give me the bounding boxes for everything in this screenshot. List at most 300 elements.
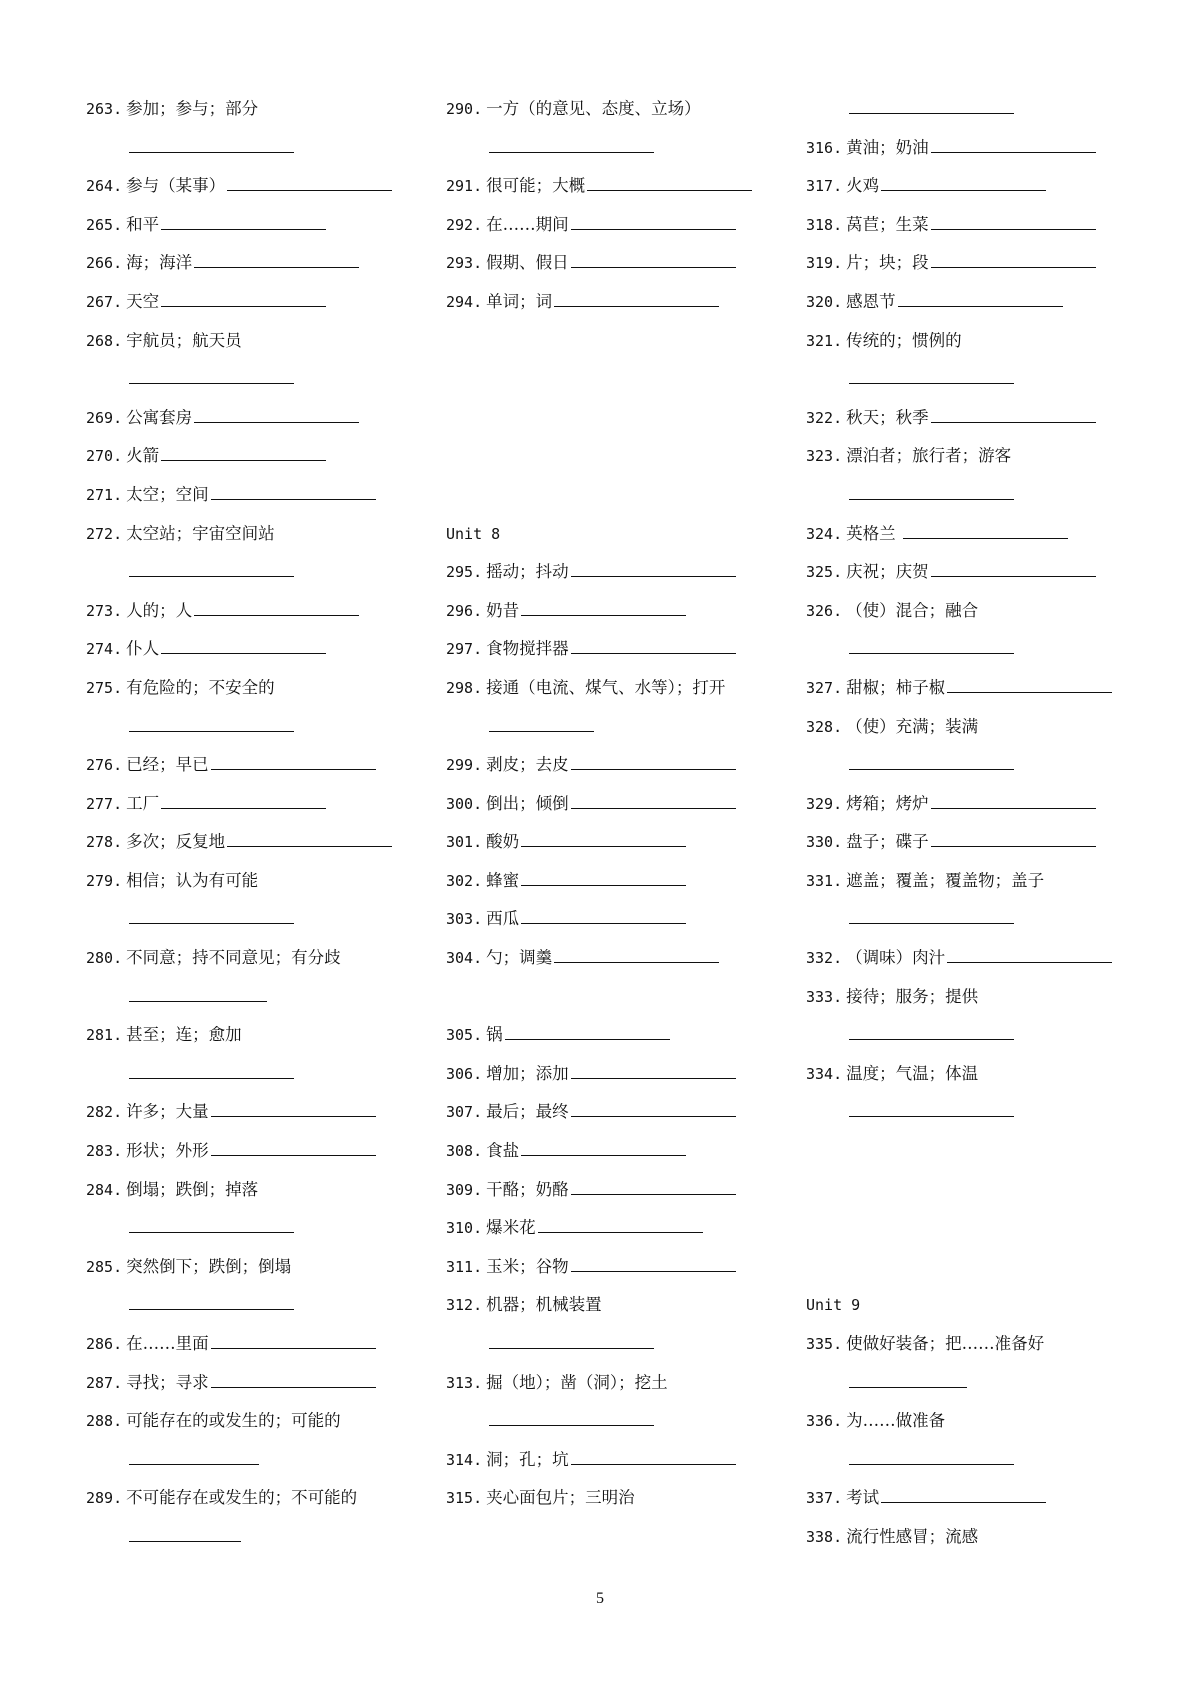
vocab-entry xyxy=(446,900,786,939)
answer-blank[interactable] xyxy=(129,713,294,732)
entry-meaning: 温度；气温；体温 xyxy=(846,1063,979,1083)
answer-blank[interactable] xyxy=(931,828,1096,847)
entry-meaning: 片；块；段 xyxy=(846,253,929,273)
answer-blank[interactable] xyxy=(571,751,736,770)
vocab-entry xyxy=(806,322,1166,361)
entry-meaning: 奶昔 xyxy=(486,600,520,620)
entry-meaning: 黄油；奶油 xyxy=(846,137,929,157)
answer-blank[interactable] xyxy=(211,1369,376,1388)
entry-meaning: （使）充满；装满 xyxy=(846,716,979,736)
vocab-entry xyxy=(446,206,786,245)
entry-number: 332. xyxy=(806,949,843,968)
entry-number: 294. xyxy=(446,292,483,311)
answer-blank[interactable] xyxy=(931,211,1096,230)
answer-blank[interactable] xyxy=(194,597,359,616)
entry-number: 336. xyxy=(806,1412,843,1431)
entry-meaning: 公寓套房 xyxy=(126,407,193,427)
vocab-entry xyxy=(86,1016,426,1055)
answer-blank[interactable] xyxy=(194,249,359,268)
answer-blank[interactable] xyxy=(129,1446,259,1465)
vocab-entry xyxy=(86,939,426,978)
answer-blank[interactable] xyxy=(129,365,294,384)
vocab-entry xyxy=(806,244,1166,283)
entry-meaning: 许多；大量 xyxy=(126,1102,209,1122)
entry-number: 265. xyxy=(86,215,123,234)
entry-meaning: 机器；机械装置 xyxy=(486,1295,602,1315)
vocab-entry xyxy=(86,669,426,708)
answer-blank[interactable] xyxy=(571,211,736,230)
entry-number: 270. xyxy=(86,447,123,466)
entry-meaning: 遮盖；覆盖；覆盖物；盖子 xyxy=(846,870,1045,890)
entry-number: 314. xyxy=(446,1450,483,1469)
entry-meaning: 多次；反复地 xyxy=(126,832,226,852)
answer-blank[interactable] xyxy=(881,1484,1046,1503)
answer-blank[interactable] xyxy=(571,1060,736,1079)
unit-heading xyxy=(446,515,786,554)
entry-number: 271. xyxy=(86,485,123,504)
answer-blank[interactable] xyxy=(931,790,1096,809)
entry-number: 317. xyxy=(806,177,843,196)
entry-number: 301. xyxy=(446,833,483,852)
vocab-entry xyxy=(806,1055,1166,1094)
entry-number: 275. xyxy=(86,678,123,697)
entry-number: 330. xyxy=(806,833,843,852)
entry-meaning: 不同意；持不同意见；有分歧 xyxy=(126,948,341,968)
answer-blank[interactable] xyxy=(129,558,294,577)
column-1 xyxy=(86,90,426,1557)
answer-line-row xyxy=(806,900,1166,939)
vocab-entry xyxy=(86,1093,426,1132)
vocab-entry xyxy=(806,708,1166,747)
spacer-row xyxy=(446,399,786,438)
entry-meaning: 天空 xyxy=(126,291,160,311)
entry-number: 280. xyxy=(86,949,123,968)
entry-meaning: 工厂 xyxy=(126,793,160,813)
vocab-entry xyxy=(806,1402,1166,1441)
answer-line-row xyxy=(806,1016,1166,1055)
entry-number: 312. xyxy=(446,1296,483,1315)
answer-blank[interactable] xyxy=(947,944,1112,963)
answer-blank[interactable] xyxy=(571,249,736,268)
answer-blank[interactable] xyxy=(554,288,719,307)
entry-number: 298. xyxy=(446,678,483,697)
entry-meaning: 爆米花 xyxy=(486,1218,536,1238)
answer-blank[interactable] xyxy=(554,944,719,963)
answer-blank[interactable] xyxy=(521,1137,686,1156)
vocab-entry xyxy=(86,785,426,824)
answer-blank[interactable] xyxy=(489,134,654,153)
answer-line-row xyxy=(806,1093,1166,1132)
entry-number: 308. xyxy=(446,1142,483,1161)
entry-meaning: 考试 xyxy=(846,1488,880,1508)
answer-blank[interactable] xyxy=(129,134,294,153)
entry-number: 292. xyxy=(446,215,483,234)
vocab-entry xyxy=(446,823,786,862)
vocab-entry xyxy=(446,669,786,708)
answer-blank[interactable] xyxy=(849,365,1014,384)
vocab-entry xyxy=(86,244,426,283)
entry-number: 325. xyxy=(806,563,843,582)
entry-meaning: 庆祝；庆贺 xyxy=(846,562,929,582)
vocab-entry xyxy=(446,1016,786,1055)
answer-line-row xyxy=(86,708,426,747)
entry-meaning: 甚至；连；愈加 xyxy=(126,1025,242,1045)
entry-meaning: 火鸡 xyxy=(846,176,880,196)
entry-number: 285. xyxy=(86,1257,123,1276)
answer-blank[interactable] xyxy=(129,1523,241,1542)
entry-number: 291. xyxy=(446,177,483,196)
entry-meaning: 形状；外形 xyxy=(126,1141,209,1161)
entry-number: 268. xyxy=(86,331,123,350)
entry-meaning: 人的；人 xyxy=(126,600,193,620)
entry-number: 278. xyxy=(86,833,123,852)
unit-heading xyxy=(806,1286,1166,1325)
vocab-entry xyxy=(86,90,426,129)
entry-number: 297. xyxy=(446,640,483,659)
entry-number: 303. xyxy=(446,910,483,929)
answer-blank[interactable] xyxy=(161,790,326,809)
vocab-entry xyxy=(86,476,426,515)
answer-blank[interactable] xyxy=(849,1446,1014,1465)
answer-blank[interactable] xyxy=(587,172,752,191)
answer-blank[interactable] xyxy=(903,520,1068,539)
entry-number: 320. xyxy=(806,292,843,311)
answer-blank[interactable] xyxy=(571,1253,736,1272)
answer-line-row xyxy=(86,129,426,168)
vocab-entry xyxy=(446,939,786,978)
entry-meaning: 增加；添加 xyxy=(486,1063,569,1083)
vocab-entry xyxy=(806,1325,1166,1364)
entry-number: 326. xyxy=(806,601,843,620)
vocab-entry xyxy=(446,283,786,322)
entry-meaning: 锅 xyxy=(486,1025,503,1045)
entry-number: 324. xyxy=(806,524,843,543)
entry-number: 293. xyxy=(446,254,483,273)
entry-meaning: 传统的；惯例的 xyxy=(846,330,962,350)
answer-line-row xyxy=(446,129,786,168)
vocab-entry xyxy=(806,399,1166,438)
answer-line-row xyxy=(446,1325,786,1364)
answer-line-row xyxy=(86,360,426,399)
entry-meaning: 海；海洋 xyxy=(126,253,193,273)
vocab-entry xyxy=(446,1209,786,1248)
entry-number: 263. xyxy=(86,100,123,118)
entry-meaning: 秋天；秋季 xyxy=(846,407,929,427)
answer-blank[interactable] xyxy=(129,1291,294,1310)
entry-number: 318. xyxy=(806,215,843,234)
entry-meaning: 烤箱；烤炉 xyxy=(846,793,929,813)
entry-number: 319. xyxy=(806,254,843,273)
vocab-entry xyxy=(86,1479,426,1518)
answer-blank[interactable] xyxy=(505,1021,670,1040)
entry-meaning: 在……里面 xyxy=(126,1334,209,1353)
answer-blank[interactable] xyxy=(931,249,1096,268)
vocab-entry xyxy=(86,1132,426,1171)
entry-meaning: 寻找；寻求 xyxy=(126,1372,209,1392)
spacer-row xyxy=(446,437,786,476)
entry-number: 306. xyxy=(446,1064,483,1083)
answer-blank[interactable] xyxy=(571,635,736,654)
vocab-entry xyxy=(806,1518,1166,1557)
vocab-entry xyxy=(806,206,1166,245)
answer-blank[interactable] xyxy=(881,172,1046,191)
entry-meaning: 太空站；宇宙空间站 xyxy=(126,523,275,543)
entry-meaning: 一方（的意见、态度、立场） xyxy=(486,99,701,118)
entry-meaning: 火箭 xyxy=(126,446,160,466)
answer-blank[interactable] xyxy=(931,558,1096,577)
entry-number: 302. xyxy=(446,871,483,890)
answer-blank[interactable] xyxy=(571,1446,736,1465)
entry-meaning: 酸奶 xyxy=(486,832,520,852)
vocab-entry xyxy=(446,1171,786,1210)
answer-blank[interactable] xyxy=(489,713,594,732)
entry-meaning: 英格兰 xyxy=(846,523,901,543)
vocab-entry xyxy=(446,1364,786,1403)
entry-number: 313. xyxy=(446,1373,483,1392)
answer-blank[interactable] xyxy=(129,1214,294,1233)
entry-meaning: 掘（地）；凿（洞）；挖土 xyxy=(486,1372,668,1392)
vocab-entry xyxy=(86,167,426,206)
answer-blank[interactable] xyxy=(849,905,1014,924)
answer-line-row xyxy=(86,978,426,1017)
entry-number: 272. xyxy=(86,524,123,543)
entry-meaning: 玉米；谷物 xyxy=(486,1256,569,1276)
entry-number: 307. xyxy=(446,1103,483,1122)
vocab-entry xyxy=(86,283,426,322)
answer-blank[interactable] xyxy=(849,95,1014,114)
answer-blank[interactable] xyxy=(161,288,326,307)
answer-blank[interactable] xyxy=(849,1369,967,1388)
answer-blank[interactable] xyxy=(129,983,267,1002)
answer-blank[interactable] xyxy=(161,635,326,654)
answer-blank[interactable] xyxy=(227,828,392,847)
vocab-entry xyxy=(86,630,426,669)
entry-number: 311. xyxy=(446,1257,483,1276)
entry-number: 322. xyxy=(806,408,843,427)
entry-number: 329. xyxy=(806,794,843,813)
vocab-entry xyxy=(806,978,1166,1017)
entry-number: 321. xyxy=(806,331,843,350)
entry-meaning: 最后；最终 xyxy=(486,1102,569,1122)
answer-blank[interactable] xyxy=(521,905,686,924)
answer-line-row xyxy=(86,1209,426,1248)
vocab-entry xyxy=(446,167,786,206)
entry-number: 266. xyxy=(86,254,123,273)
entry-meaning: 洞；孔；坑 xyxy=(486,1449,569,1469)
entry-number: 288. xyxy=(86,1412,123,1431)
answer-line-row xyxy=(86,1518,426,1557)
entry-meaning: 突然倒下；跌倒；倒塌 xyxy=(126,1256,292,1276)
answer-blank[interactable] xyxy=(571,1098,736,1117)
vocab-entry xyxy=(446,244,786,283)
entry-meaning: 西瓜 xyxy=(486,909,520,929)
vocab-entry xyxy=(446,1286,786,1325)
entry-number: 281. xyxy=(86,1026,123,1045)
entry-number: 335. xyxy=(806,1335,843,1353)
entry-meaning: 食盐 xyxy=(486,1141,520,1161)
answer-line-row xyxy=(86,1055,426,1094)
answer-blank[interactable] xyxy=(931,134,1096,153)
entry-meaning: 夹心面包片；三明治 xyxy=(486,1488,635,1508)
answer-blank[interactable] xyxy=(849,751,1014,770)
answer-blank[interactable] xyxy=(849,1098,1014,1117)
entry-number: 283. xyxy=(86,1142,123,1161)
vocab-entry xyxy=(86,823,426,862)
entry-number: 277. xyxy=(86,794,123,813)
vocab-entry xyxy=(446,785,786,824)
entry-meaning: 莴苣；生菜 xyxy=(846,214,929,234)
spacer-row xyxy=(446,360,786,399)
vocab-entry xyxy=(86,437,426,476)
vocab-entry xyxy=(86,206,426,245)
entry-number: 300. xyxy=(446,794,483,813)
entry-meaning: 和平 xyxy=(126,214,160,234)
entry-number: 316. xyxy=(806,138,843,157)
entry-meaning: 为……做准备 xyxy=(846,1411,946,1431)
entry-meaning: 接通（电流、煤气、水等）；打开 xyxy=(486,677,726,697)
entry-number: 286. xyxy=(86,1335,123,1353)
entry-meaning: 参与（某事） xyxy=(126,176,226,196)
answer-blank[interactable] xyxy=(571,558,736,577)
entry-meaning: 干酪；奶酪 xyxy=(486,1179,569,1199)
vocab-entry xyxy=(446,862,786,901)
vocab-entry xyxy=(446,1093,786,1132)
answer-blank[interactable] xyxy=(931,404,1096,423)
entry-number: 334. xyxy=(806,1064,843,1083)
answer-blank[interactable] xyxy=(211,1137,376,1156)
entry-meaning: 参加；参与；部分 xyxy=(126,99,259,118)
spacer-row xyxy=(446,978,786,1017)
entry-meaning: 使做好装备；把……准备好 xyxy=(846,1334,1045,1353)
answer-blank[interactable] xyxy=(538,1214,703,1233)
answer-blank[interactable] xyxy=(161,442,326,461)
entry-meaning: 宇航员；航天员 xyxy=(126,330,242,350)
answer-blank[interactable] xyxy=(571,790,736,809)
entry-number: 276. xyxy=(86,756,123,775)
answer-blank[interactable] xyxy=(211,481,376,500)
answer-blank[interactable] xyxy=(211,1098,376,1117)
entry-meaning: 感恩节 xyxy=(846,291,896,311)
answer-line-row xyxy=(86,553,426,592)
answer-line-row xyxy=(86,1441,426,1480)
entry-number: 269. xyxy=(86,408,123,427)
entry-meaning: 倒出；倾倒 xyxy=(486,793,569,813)
entry-meaning: 有危险的；不安全的 xyxy=(126,677,275,697)
vocab-entry xyxy=(86,746,426,785)
vocab-entry xyxy=(806,515,1166,554)
entry-meaning: （调味）肉汁 xyxy=(846,948,946,968)
answer-blank[interactable] xyxy=(194,404,359,423)
vocab-entry xyxy=(86,592,426,631)
vocab-entry xyxy=(86,1171,426,1210)
entry-meaning: 剥皮；去皮 xyxy=(486,755,569,775)
entry-meaning: 仆人 xyxy=(126,639,160,659)
answer-blank[interactable] xyxy=(227,172,392,191)
vocab-entry xyxy=(86,862,426,901)
entry-number: 274. xyxy=(86,640,123,659)
answer-blank[interactable] xyxy=(898,288,1063,307)
spacer-row xyxy=(446,476,786,515)
answer-blank[interactable] xyxy=(849,481,1014,500)
entry-number: 337. xyxy=(806,1489,843,1508)
answer-blank[interactable] xyxy=(571,1176,736,1195)
answer-blank[interactable] xyxy=(129,905,294,924)
vocab-entry xyxy=(446,630,786,669)
entry-meaning: 太空；空间 xyxy=(126,484,209,504)
vocab-entry xyxy=(806,437,1166,476)
answer-line-row xyxy=(806,1364,1166,1403)
entry-number: 310. xyxy=(446,1219,483,1238)
answer-line-row xyxy=(806,476,1166,515)
entry-meaning: 已经；早已 xyxy=(126,755,209,775)
vocab-entry xyxy=(86,1248,426,1287)
answer-blank[interactable] xyxy=(489,1407,654,1426)
answer-blank[interactable] xyxy=(521,828,686,847)
vocab-entry xyxy=(446,1132,786,1171)
answer-blank[interactable] xyxy=(211,1330,376,1349)
entry-meaning: 可能存在的或发生的；可能的 xyxy=(126,1411,341,1431)
answer-blank[interactable] xyxy=(849,1021,1014,1040)
entry-number: 296. xyxy=(446,601,483,620)
answer-blank[interactable] xyxy=(521,597,686,616)
entry-meaning: 假期、假日 xyxy=(486,253,569,273)
entry-number: 323. xyxy=(806,447,843,466)
answer-blank[interactable] xyxy=(161,211,326,230)
vocab-entry xyxy=(86,399,426,438)
entry-number: 284. xyxy=(86,1180,123,1199)
entry-number: 338. xyxy=(806,1527,843,1546)
answer-line-row xyxy=(806,1441,1166,1480)
entry-number: 305. xyxy=(446,1026,483,1045)
vocab-entry xyxy=(446,90,786,129)
vocab-entry xyxy=(806,553,1166,592)
answer-blank[interactable] xyxy=(521,867,686,886)
vocab-entry xyxy=(806,785,1166,824)
vocab-entry xyxy=(86,322,426,361)
spacer-row xyxy=(806,1209,1166,1248)
answer-blank[interactable] xyxy=(489,1330,654,1349)
answer-line-row xyxy=(806,90,1166,129)
vocab-entry xyxy=(806,1479,1166,1518)
page-number: 5 xyxy=(596,1590,604,1607)
answer-blank[interactable] xyxy=(211,751,376,770)
unit-title: Unit 8 xyxy=(446,524,501,543)
vocab-entry xyxy=(806,939,1166,978)
answer-blank[interactable] xyxy=(947,674,1112,693)
vocab-entry xyxy=(86,1325,426,1364)
entry-meaning: 摇动；抖动 xyxy=(486,562,569,582)
answer-blank[interactable] xyxy=(129,1060,294,1079)
spacer-row xyxy=(806,1171,1166,1210)
entry-meaning: 流行性感冒；流感 xyxy=(846,1526,979,1546)
vocab-entry xyxy=(446,1479,786,1518)
vocab-entry xyxy=(806,823,1166,862)
entry-meaning: 食物搅拌器 xyxy=(486,639,569,659)
vocab-entry xyxy=(86,1364,426,1403)
entry-meaning: 在……期间 xyxy=(486,214,569,234)
entry-meaning: 倒塌；跌倒；掉落 xyxy=(126,1179,259,1199)
entry-number: 328. xyxy=(806,717,843,736)
entry-number: 315. xyxy=(446,1489,483,1508)
vocab-entry xyxy=(86,1402,426,1441)
answer-blank[interactable] xyxy=(849,635,1014,654)
entry-meaning: 很可能；大概 xyxy=(486,176,586,196)
answer-line-row xyxy=(806,630,1166,669)
entry-number: 295. xyxy=(446,563,483,582)
vocab-entry xyxy=(806,592,1166,631)
entry-number: 282. xyxy=(86,1103,123,1122)
vocab-entry xyxy=(806,862,1166,901)
